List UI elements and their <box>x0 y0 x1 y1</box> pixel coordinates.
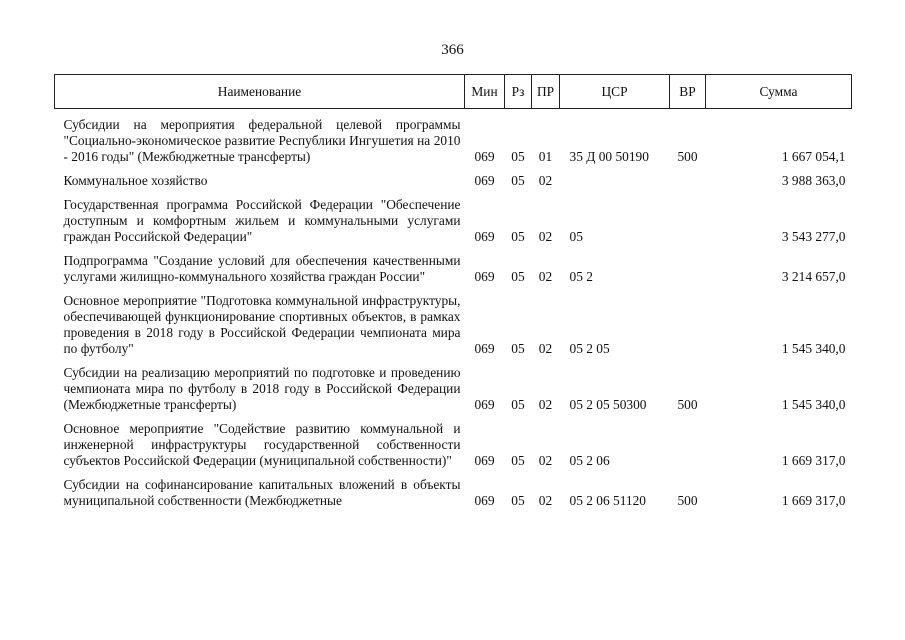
row-min: 069 <box>474 173 495 188</box>
page-number: 366 <box>441 42 464 58</box>
row-pr: 02 <box>538 341 553 356</box>
row-pr: 02 <box>538 453 553 468</box>
header-min: Мин <box>465 75 505 109</box>
row-name: Подпрограмма "Создание условий для обеспечения качественными услугами жилищно-коммунального хозяйства граждан России" <box>63 253 461 284</box>
row-min: 069 <box>474 229 495 244</box>
row-sum: 3 543 277,0 <box>781 229 846 244</box>
row-rz: 05 <box>511 453 525 468</box>
row-pr: 02 <box>538 493 553 508</box>
row-vr: 500 <box>677 397 698 412</box>
row-min: 069 <box>474 149 495 164</box>
row-sum: 1 545 340,0 <box>781 397 846 412</box>
row-name: Субсидии на реализацию мероприятий по подготовке и проведению чемпионата мира по футболу в 2018 году в Российской Федерации (Межбюджетные трансферты) <box>63 365 461 412</box>
row-pr: 02 <box>538 397 553 412</box>
header-vr: ВР <box>670 75 706 109</box>
budget-table <box>54 74 852 509</box>
row-min: 069 <box>474 341 495 356</box>
row-csr: 05 2 <box>569 269 593 284</box>
row-csr: 35 Д 00 50190 <box>569 149 649 164</box>
header-pr: ПР <box>532 75 560 109</box>
row-vr <box>670 245 706 285</box>
header-sum: Сумма <box>706 75 852 109</box>
row-csr <box>560 165 670 189</box>
row-name: Субсидии на мероприятия федеральной целевой программы "Социально-экономическое развитие Республики Ингушетия на 2010 - 2016 годы" (Межбюджетные трансферты) <box>63 117 461 164</box>
row-name: Основное мероприятие "Подготовка коммунальной инфраструктуры, обеспечивающей функционирование спортивных объектов, в рамках проведения в 2018 году в Российской Федерации чемпионата мира по футболу" <box>63 293 461 356</box>
row-vr: 500 <box>677 149 698 164</box>
row-csr: 05 2 06 <box>569 453 610 468</box>
row-sum: 1 669 317,0 <box>781 493 846 508</box>
row-rz: 05 <box>511 269 525 284</box>
row-csr: 05 2 05 <box>569 341 610 356</box>
row-pr: 01 <box>538 149 553 164</box>
row-sum: 1 545 340,0 <box>781 341 846 356</box>
row-rz: 05 <box>511 149 525 164</box>
row-rz: 05 <box>511 229 525 244</box>
header-csr: ЦСР <box>560 75 670 109</box>
row-vr <box>670 189 706 245</box>
row-csr: 05 2 05 50300 <box>569 397 647 412</box>
row-rz: 05 <box>511 493 525 508</box>
table-row <box>55 165 852 189</box>
row-pr: 02 <box>538 229 553 244</box>
row-name: Государственная программа Российской Федерации "Обеспечение доступным и комфортным жильем и коммунальными услугами граждан Российской Федерации" <box>63 197 461 244</box>
table-row <box>55 413 852 469</box>
row-name: Субсидии на софинансирование капитальных вложений в объекты муниципальной собственности (Межбюджетные <box>63 477 461 508</box>
row-sum: 3 214 657,0 <box>781 269 846 284</box>
table-row <box>55 357 852 413</box>
row-vr <box>670 285 706 357</box>
table-header <box>55 75 852 109</box>
table-row <box>55 189 852 245</box>
row-vr <box>670 413 706 469</box>
row-rz: 05 <box>511 173 525 188</box>
table-row <box>55 245 852 285</box>
row-min: 069 <box>474 493 495 508</box>
table-row <box>55 109 852 166</box>
row-vr: 500 <box>677 493 698 508</box>
row-pr: 02 <box>538 173 553 188</box>
row-rz: 05 <box>511 397 525 412</box>
row-rz: 05 <box>511 341 525 356</box>
row-csr: 05 <box>569 229 583 244</box>
row-sum: 3 988 363,0 <box>781 173 846 188</box>
table-row <box>55 285 852 357</box>
header-rz: Рз <box>505 75 532 109</box>
row-name: Основное мероприятие "Содействие развитию коммунальной и инженерной инфраструктуры государственной собственности субъектов Российской Федерации (муниципальной собственности)" <box>63 421 461 468</box>
row-min: 069 <box>474 397 495 412</box>
header-name: Наименование <box>55 75 465 109</box>
row-sum: 1 667 054,1 <box>781 149 846 164</box>
row-min: 069 <box>474 269 495 284</box>
row-min: 069 <box>474 453 495 468</box>
row-vr <box>670 165 706 189</box>
row-sum: 1 669 317,0 <box>781 453 846 468</box>
row-csr: 05 2 06 51120 <box>569 493 646 508</box>
table-row <box>55 469 852 509</box>
row-name: Коммунальное хозяйство <box>63 173 208 188</box>
row-pr: 02 <box>538 269 553 284</box>
